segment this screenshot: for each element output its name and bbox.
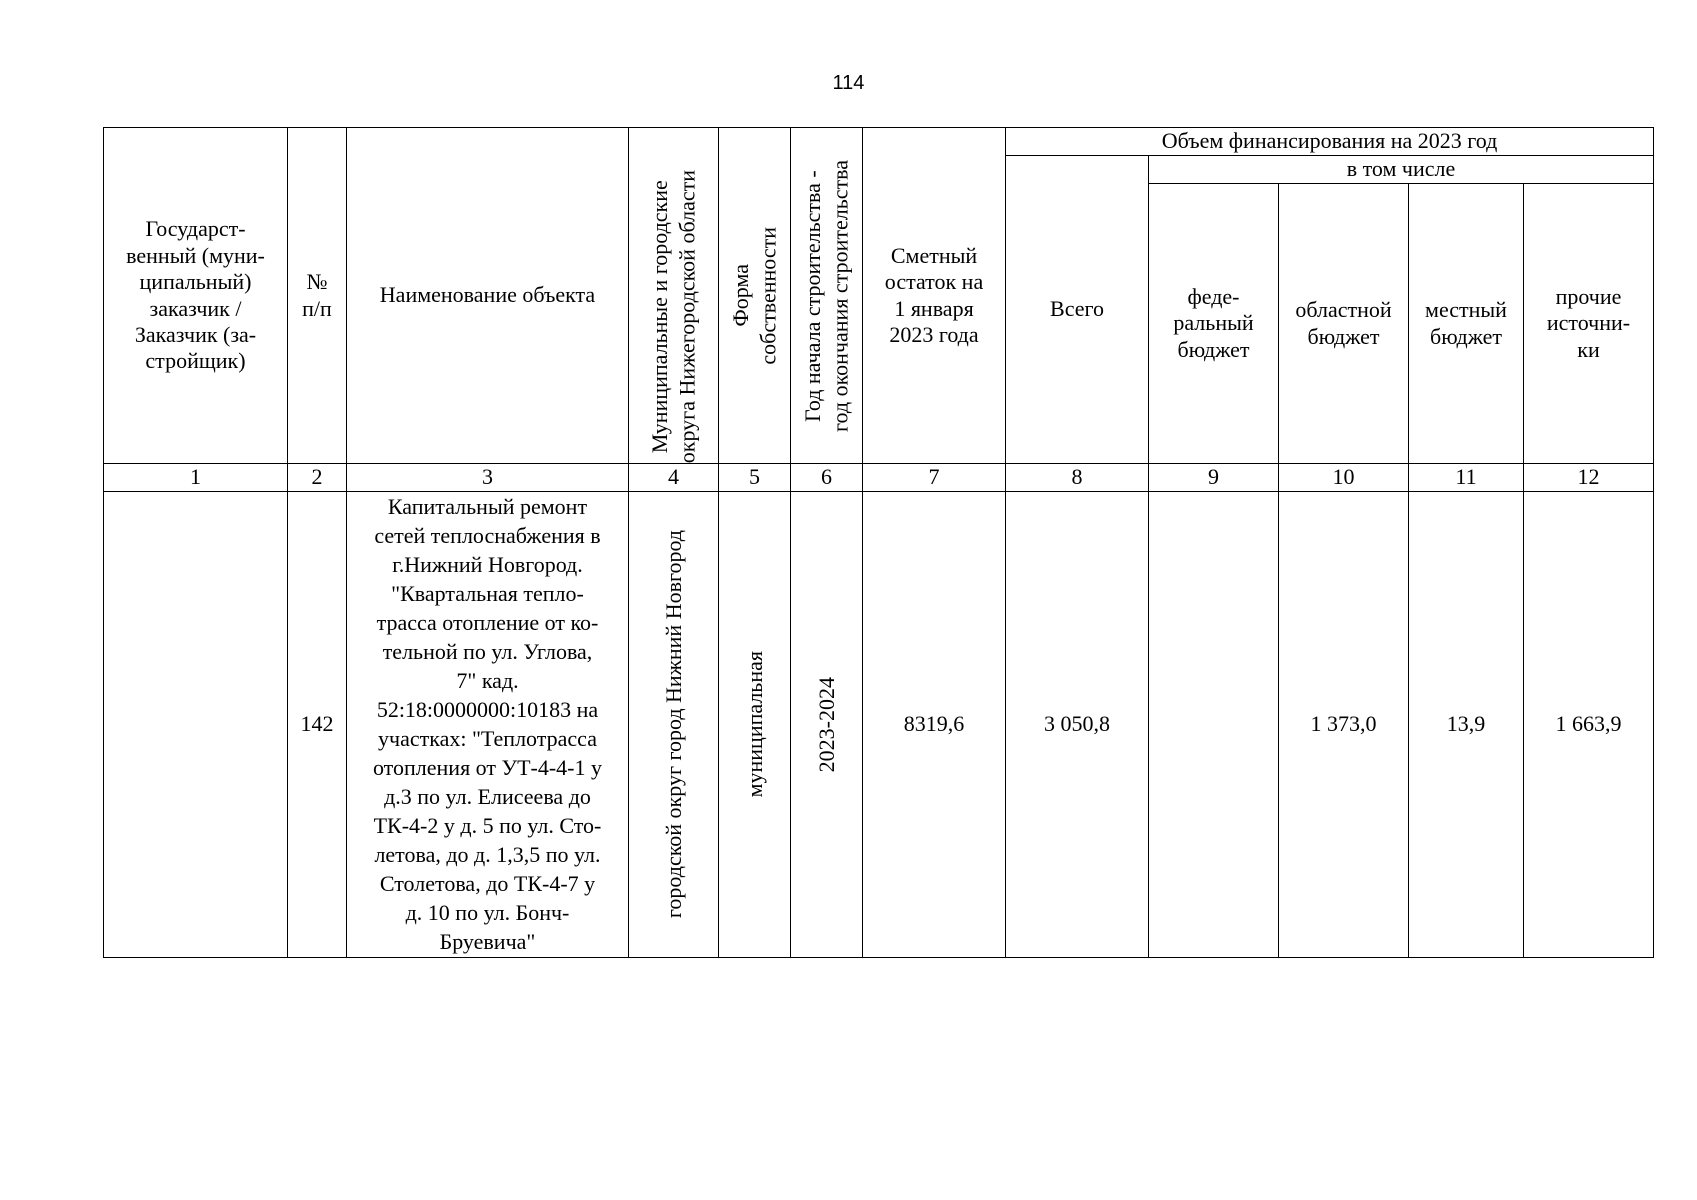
column-number: 7	[863, 464, 1006, 492]
column-number: 3	[347, 464, 629, 492]
cell-municipality-text: городской округ город Нижний Новгород	[660, 530, 686, 919]
cell-estimate: 8319,6	[863, 492, 1006, 958]
column-number: 1	[104, 464, 288, 492]
cell-years-text: 2023-2024	[813, 676, 839, 772]
header-other: прочие источни- ки	[1524, 184, 1654, 464]
header-years	[791, 128, 863, 464]
cell-customer	[104, 492, 288, 958]
header-customer: Государст- венный (муни- ципальный) заказчик / Заказчик (за- стройщик)	[104, 128, 288, 464]
cell-ownership-text: муниципальная	[741, 651, 767, 798]
cell-object-name: Капитальный ремонт сетей теплоснабжения в г.Нижний Новгород. "Квартальная тепло- трасса отопление от ко- тельной по ул. Углова, 7" кад. 52:18:0000000:10183 на участках: "Теплотрасса отопления от УТ-4-4-1 у д.3 по ул. Елисеева до ТК-4-2 у д. 5 по ул. Сто- летова, до д. 1,3,5 по ул. Столетова, до ТК-4-7 у д. 10 по ул. Бонч- Бруевича"	[347, 492, 629, 958]
page-number: 114	[832, 72, 865, 94]
column-number: 8	[1006, 464, 1149, 492]
column-number: 11	[1409, 464, 1524, 492]
header-ownership-text: Форма собственности	[728, 226, 781, 365]
cell-total: 3 050,8	[1006, 492, 1149, 958]
header-financing: Объем финансирования на 2023 год	[1006, 128, 1654, 156]
cell-num: 142	[288, 492, 347, 958]
cell-local: 13,9	[1409, 492, 1524, 958]
column-number: 4	[629, 464, 719, 492]
cell-ownership	[719, 492, 791, 958]
header-federal: феде- ральный бюджет	[1149, 184, 1279, 464]
header-estimate: Сметный остаток на 1 января 2023 года	[863, 128, 1006, 464]
column-number: 12	[1524, 464, 1654, 492]
header-object-name: Наименование объекта	[347, 128, 629, 464]
header-total: Всего	[1006, 156, 1149, 464]
column-number: 10	[1279, 464, 1409, 492]
cell-other: 1 663,9	[1524, 492, 1654, 958]
cell-years	[791, 492, 863, 958]
header-municipality	[629, 128, 719, 464]
financing-table	[103, 127, 1654, 958]
header-num: № п/п	[288, 128, 347, 464]
column-number: 9	[1149, 464, 1279, 492]
column-number: 6	[791, 464, 863, 492]
column-numbers-row	[104, 464, 1654, 492]
header-years-text: Год начала строительства - год окончания строительства	[800, 159, 853, 432]
cell-federal	[1149, 492, 1279, 958]
column-number: 5	[719, 464, 791, 492]
cell-municipality	[629, 492, 719, 958]
cell-regional: 1 373,0	[1279, 492, 1409, 958]
header-local: местный бюджет	[1409, 184, 1524, 464]
header-including: в том числе	[1149, 156, 1654, 184]
header-ownership	[719, 128, 791, 464]
header-regional: областной бюджет	[1279, 184, 1409, 464]
table-row	[104, 492, 1654, 958]
column-number: 2	[288, 464, 347, 492]
header-municipality-text: Муниципальные и городские округа Нижегородской области	[647, 169, 700, 463]
